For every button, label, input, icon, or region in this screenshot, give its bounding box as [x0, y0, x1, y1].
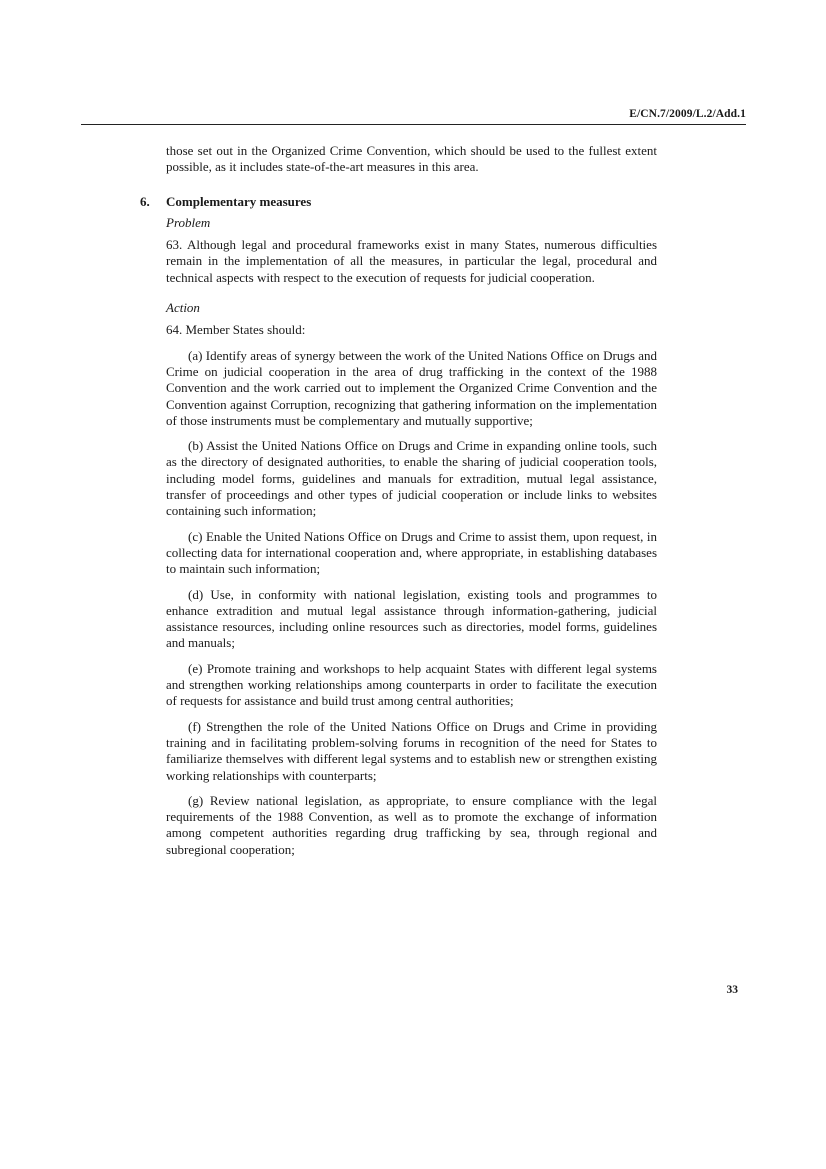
section-heading	[140, 193, 657, 210]
section-title: Complementary measures	[166, 193, 312, 209]
body-content	[140, 143, 657, 867]
problem-heading: Problem	[166, 214, 211, 230]
list-item-b: (b) Assist the United Nations Office on Drugs and Crime in expanding online tools, such as the directory of designated authorities, to enable the sharing of judicial cooperation tools, including model forms, guidelines and manuals for extradition, mutual legal assistance, transfer of proceedings and other types of judicial cooperation or include links to websites containing such information;	[166, 438, 657, 519]
list-item-f: (f) Strengthen the role of the United Nations Office on Drugs and Crime in providing training and in facilitating problem-solving forums in recognition of the need for States to familiarize themselves with different legal systems and to establish new or strengthen existing working relationships with counterparts;	[166, 718, 657, 783]
page-number: 33	[726, 984, 738, 996]
intro-paragraph: those set out in the Organized Crime Convention, which should be used to the fullest extent possible, as it includes state-of-the-art measures in this area.	[166, 143, 657, 175]
list-item-e: (e) Promote training and workshops to help acquaint States with different legal systems and strengthen working relationships among counterparts in order to facilitate the execution of requests for assistance and build trust among central authorities;	[166, 660, 657, 709]
list-item-c: (c) Enable the United Nations Office on Drugs and Crime to assist them, upon request, in collecting data for international cooperation and, where appropriate, in establishing databases to maintain such information;	[166, 528, 657, 577]
paragraph-64: 64. Member States should:	[166, 322, 306, 338]
list-item-d: (d) Use, in conformity with national legislation, existing tools and programmes to enhance extradition and mutual legal assistance through information-gathering, judicial assistance resources, including online resources such as directories, model forms, guidelines and manuals;	[166, 586, 657, 651]
list-item-a: (a) Identify areas of synergy between the work of the United Nations Office on Drugs and Crime on judicial cooperation in the area of drug trafficking in the context of the 1988 Convention and the work carried out to implement the Organized Crime Convention and the Convention against Corruption, recognizing that gathering information on the implementation of those instruments must be complementary and mutually supportive;	[166, 347, 657, 428]
header-rule	[81, 124, 746, 125]
document-symbol: E/CN.7/2009/L.2/Add.1	[629, 108, 746, 120]
list-item-g: (g) Review national legislation, as appropriate, to ensure compliance with the legal requirements of the 1988 Convention, as well as to promote the exchange of information among competent authorities regarding drug trafficking by sea, through regional and subregional cooperation;	[166, 792, 657, 857]
paragraph-63: 63. Although legal and procedural frameworks exist in many States, numerous difficulties remain in the implementation of all the measures, in particular the legal, procedural and technical aspects with respect to the execution of requests for judicial cooperation.	[166, 237, 657, 285]
action-heading: Action	[166, 300, 200, 316]
section-number: 6.	[140, 193, 150, 209]
